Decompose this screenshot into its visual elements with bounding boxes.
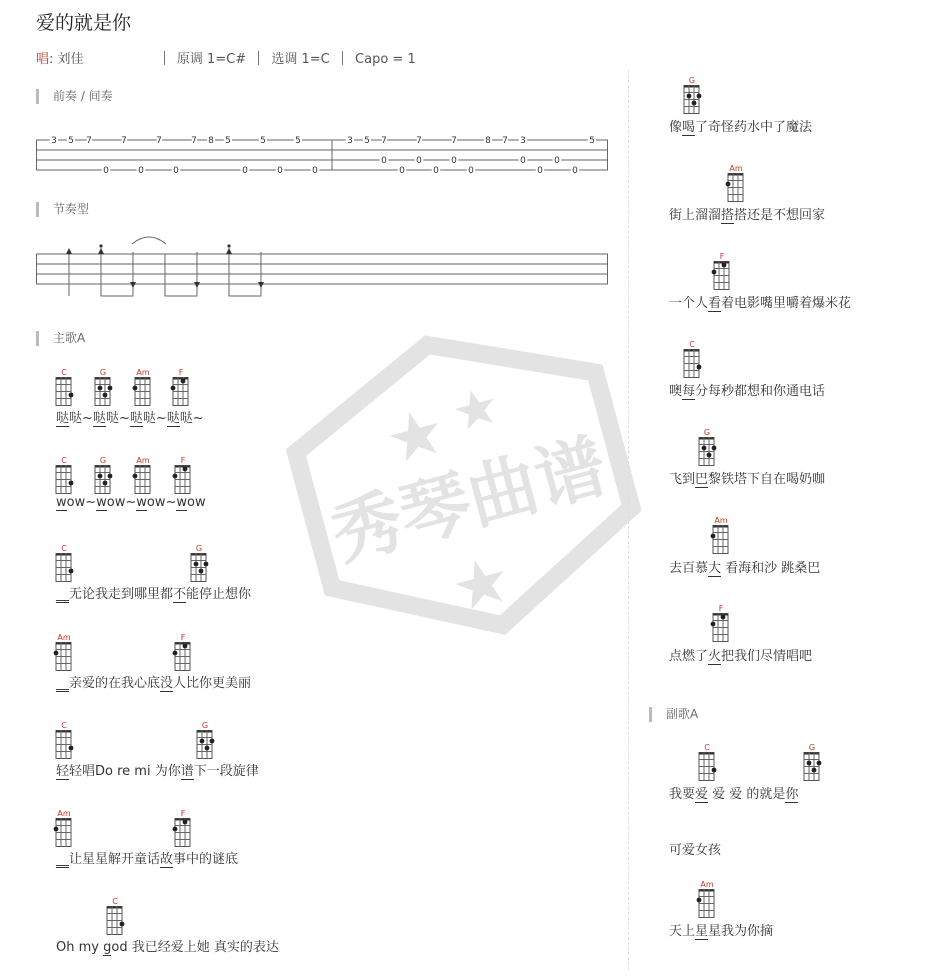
meta-separator [258,51,259,65]
original-key: 原调 1=C# [176,52,247,67]
chord-diagram[interactable] [696,880,720,920]
lyric-line: 像喝了奇怪药水中了魔法 [669,120,813,135]
chord-name: Am [57,633,71,642]
chord-name: F [180,633,186,642]
lyric-line: __让星星解开童话故事中的谜底 [56,852,239,867]
lyric-line: 我要爱 爱 爱 的就是你 [669,787,799,802]
chord-name: C [112,897,118,906]
chord-diagram[interactable] [92,368,116,408]
lyric-line: wow~wow~wow~wow [56,495,206,510]
chord-name: G [688,76,696,85]
watermark-stamp [250,300,680,670]
chord-diagram[interactable] [172,456,196,496]
chord-name: G [195,544,203,553]
chord-diagram[interactable] [92,456,116,496]
tab-note: 0 [381,156,387,166]
chord-name: Am [714,516,728,525]
tab-note: 0 [572,166,578,176]
tab-note: 0 [451,156,457,166]
chord-diagram[interactable] [696,428,720,468]
section-chorus-a: 副歌A [649,707,698,722]
tab-note: 7 [86,136,92,146]
tab-note: 5 [260,136,266,146]
chord-diagram[interactable] [725,164,749,204]
tab-note: 0 [138,166,144,176]
lyric-line: 哒哒~哒哒~哒哒~哒哒~ [56,411,204,426]
singer-label: 唱: [36,52,54,67]
tab-note: 5 [225,136,231,146]
chord-name: F [718,604,724,613]
lyric-line: 轻轻唱Do re mi 为你谱下一段旋律 [56,764,259,779]
chord-name: C [61,544,67,553]
tab-note: 5 [364,136,370,146]
tab-note: 3 [51,136,57,146]
chord-diagram[interactable] [104,897,128,937]
lyric-line: 可爱女孩 [669,843,722,858]
watermark-text: 秀琴曲谱 [323,424,615,577]
section-verse-a: 主歌A [36,331,85,346]
lyric-line: __亲爱的在我心底没人比你更美丽 [56,676,252,691]
chord-diagram[interactable] [132,456,156,496]
chord-name: Am [136,456,150,465]
chord-diagram[interactable] [53,721,77,761]
lyric-line: 噢每分每秒都想和你通电话 [669,384,826,399]
tab-note: 8 [485,136,491,146]
chord-name: C [61,456,67,465]
chord-name: G [808,743,816,752]
chord-diagram[interactable] [53,633,77,673]
lyric-line: 一个人看着电影嘴里嚼着爆米花 [669,296,852,311]
tab-note: 0 [520,156,526,166]
tab-note: 7 [156,136,162,146]
chord-diagram[interactable] [53,809,77,849]
chord-name: G [99,368,107,377]
chord-diagram[interactable] [711,252,735,292]
chord-name: C [61,368,67,377]
tab-note: 7 [502,136,508,146]
chord-name: Am [136,368,150,377]
chord-name: C [689,340,695,349]
intro-tab [36,130,610,178]
chord-name: C [704,743,710,752]
lyric-line: 点燃了火把我们尽情唱吧 [669,649,813,664]
tab-note: 5 [68,136,74,146]
tab-note: 7 [381,136,387,146]
chord-diagram[interactable] [188,544,212,584]
tab-note: 0 [399,166,405,176]
chord-diagram[interactable] [194,721,218,761]
tab-note: 0 [416,156,422,166]
chord-name: C [61,721,67,730]
tab-note: 5 [295,136,301,146]
chord-name: Am [729,164,743,173]
lyric-line: Oh my god 我已经爱上她 真实的表达 [56,940,279,955]
singer-name[interactable]: 刘佳 [57,52,84,67]
chord-name: G [201,721,209,730]
chosen-key: 选调 1=C [271,52,330,67]
tab-note: 0 [433,166,439,176]
section-intro: 前奏 / 间奏 [36,89,113,104]
chord-diagram[interactable] [681,76,705,116]
meta-separator [164,51,165,65]
tab-note: 0 [173,166,179,176]
capo: Capo = 1 [355,52,416,67]
tab-note: 8 [208,136,214,146]
lyric-line: __无论我走到哪里都不能停止想你 [56,587,252,602]
chord-name: Am [57,809,71,818]
chord-name: F [180,456,186,465]
tab-note: 0 [468,166,474,176]
chord-diagram[interactable] [801,743,825,783]
chord-name: G [99,456,107,465]
chord-diagram[interactable] [53,368,77,408]
tab-note: 0 [537,166,543,176]
section-rhythm: 节奏型 [36,202,89,217]
chord-diagram[interactable] [696,743,720,783]
song-meta [36,48,416,67]
tab-note: 5 [589,136,595,146]
meta-separator [342,51,343,65]
lyric-line: 天上星星我为你摘 [669,924,774,939]
chord-name: F [178,368,184,377]
chord-diagram[interactable] [172,633,196,673]
chord-diagram[interactable] [710,516,734,556]
chord-diagram[interactable] [681,340,705,380]
lyric-line: 去百慕大 看海和沙 跳桑巴 [669,561,821,576]
tab-note: 3 [347,136,353,146]
chord-diagram[interactable] [53,456,77,496]
chord-diagram[interactable] [132,368,156,408]
song-title: 爱的就是你 [36,12,132,34]
chord-diagram[interactable] [172,809,196,849]
column-divider [628,70,629,970]
tab-note: 3 [520,136,526,146]
tab-note: 0 [277,166,283,176]
tab-note: 0 [312,166,318,176]
chord-name: F [180,809,186,818]
tab-note: 7 [416,136,422,146]
chord-diagram[interactable] [710,604,734,644]
rhythm-pattern [36,232,610,302]
lyric-line: 飞到巴黎铁塔下自在喝奶咖 [669,472,826,487]
chord-diagram[interactable] [53,544,77,584]
tab-note: 0 [242,166,248,176]
chord-name: G [703,428,711,437]
tab-note: 7 [191,136,197,146]
tab-note: 7 [451,136,457,146]
chord-name: F [719,252,725,261]
lyric-line: 街上溜溜搭搭还是不想回家 [669,208,826,223]
chord-name: Am [700,880,714,889]
chord-diagram[interactable] [170,368,194,408]
tab-note: 0 [103,166,109,176]
tab-note: 0 [554,156,560,166]
tab-note: 7 [121,136,127,146]
